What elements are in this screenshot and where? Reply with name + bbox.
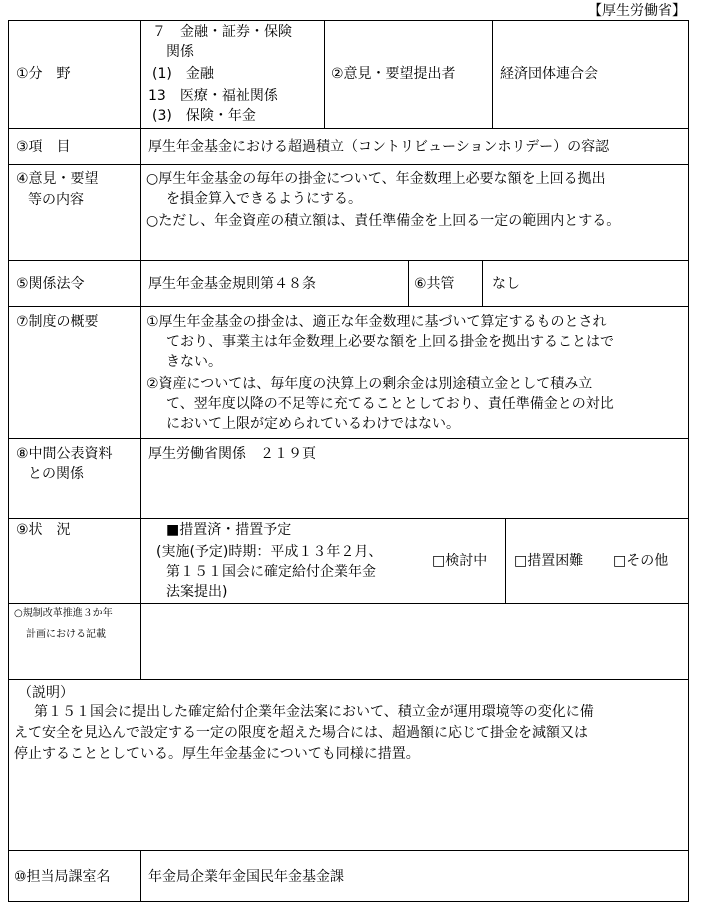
law-value: 厚生年金基金規則第４８条 <box>148 276 316 292</box>
department-label: ⑩担当局課室名 <box>14 869 111 885</box>
plan-label-line2: 計画における記載 <box>26 629 106 640</box>
submitter-label: ②意見・要望提出者 <box>331 66 456 82</box>
explanation-heading: （説明） <box>18 685 74 701</box>
interim-value: 厚生労働省関係 ２１９頁 <box>148 446 316 462</box>
overview-label: ⑦制度の概要 <box>16 314 99 330</box>
field-label: ①分 野 <box>16 66 71 82</box>
shared-value: なし <box>492 276 520 292</box>
plan-value <box>141 604 688 679</box>
item-value: 厚生年金基金における超過積立（コントリビューションホリデー）の容認 <box>148 139 610 155</box>
plan-label-line1: ○規制改革推進３か年 <box>14 608 113 619</box>
department-value: 年金局企業年金国民年金基金課 <box>148 869 344 885</box>
status-under-review-checkbox: □検討中 <box>432 553 488 569</box>
interim-label-line1: ⑧中間公表資料 <box>16 446 113 462</box>
interim-label-line2: との関係 <box>28 466 84 482</box>
status-difficult-checkbox: □措置困難 <box>514 553 584 569</box>
shared-label: ⑥共管 <box>414 276 455 292</box>
law-label: ⑤関係法令 <box>16 276 85 292</box>
request-label-line2: 等の内容 <box>28 192 84 208</box>
status-other-checkbox: □その他 <box>613 553 669 569</box>
submitter-value: 経済団体連合会 <box>500 66 598 82</box>
ministry-label: 【厚生労働省】 <box>588 3 686 19</box>
item-label: ③項 目 <box>16 139 71 155</box>
status-label: ⑨状 況 <box>16 522 71 538</box>
request-label-line1: ④意見・要望 <box>16 171 99 187</box>
